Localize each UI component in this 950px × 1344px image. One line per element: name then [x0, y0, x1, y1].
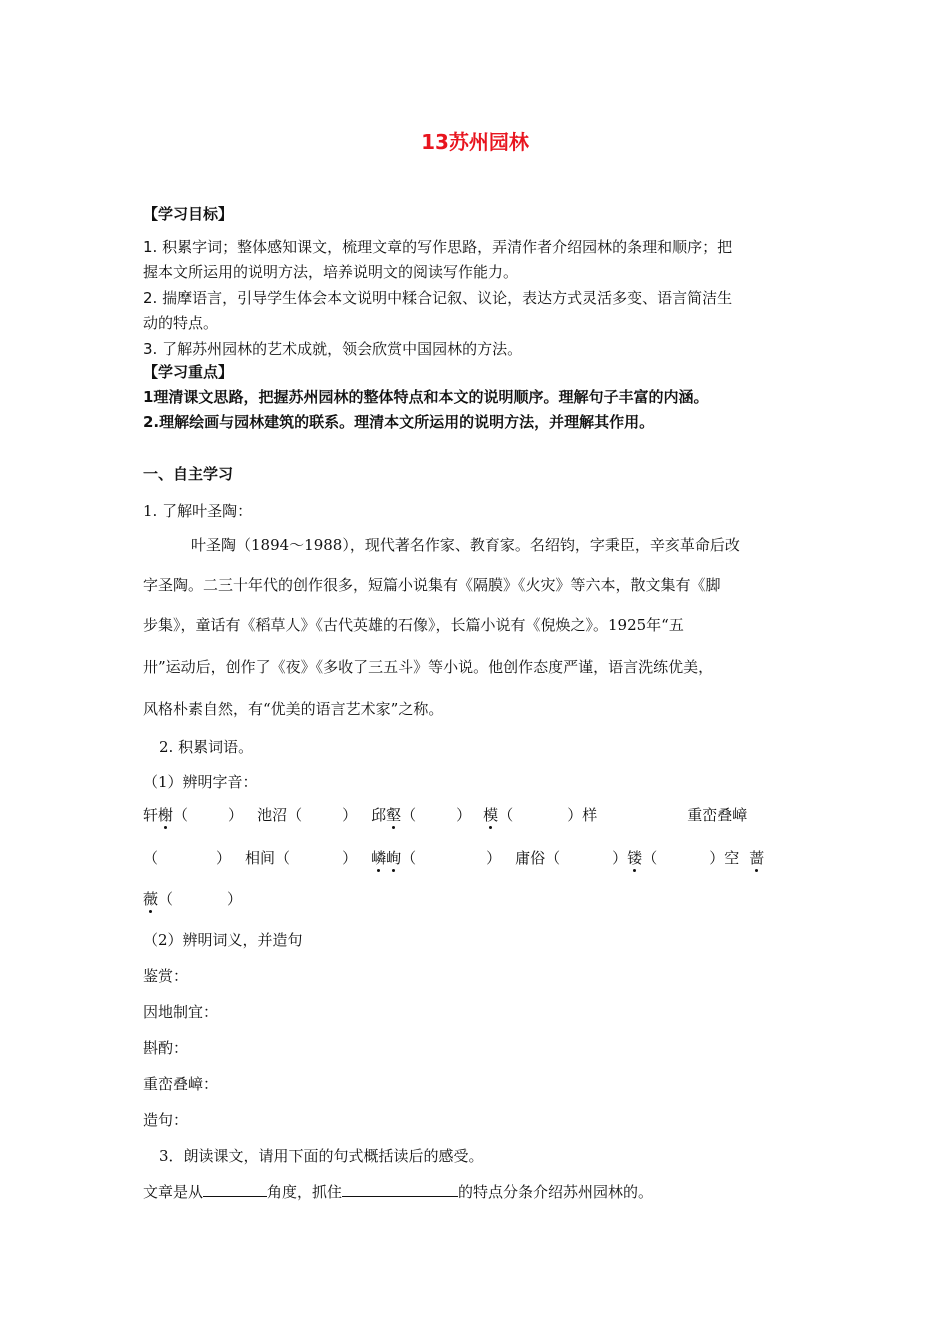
sentence-part: 角度，抓住: [267, 1183, 343, 1201]
objective-line: 2. 揣摩语言，引导学生体会本文说明中糅合记叙、议论，表达方式灵活多变、语言简洁生: [143, 289, 733, 307]
word-text: 池沼: [257, 806, 288, 824]
paren: ）: [456, 806, 472, 824]
paren: （: [275, 849, 291, 867]
dotted-char: 模: [483, 806, 499, 824]
paren: ）: [342, 849, 358, 867]
vocab-item: 造句：: [143, 1111, 189, 1129]
paren: ）: [486, 849, 502, 867]
bio-line: 步集》，童话有《稻草人》《古代英雄的石像》，长篇小说有《倪焕之》。1925年“五: [143, 616, 684, 634]
focus-header: 【学习重点】: [143, 363, 234, 381]
paren: （: [401, 849, 417, 867]
objective-line: 1. 积累字词；整体感知课文，梳理文章的写作思路，弄清作者介绍园林的条理和顺序；把: [143, 238, 733, 256]
paren: ）: [216, 849, 232, 867]
word-text: 邱: [371, 806, 387, 824]
word-text: 重峦叠嶂: [687, 806, 748, 824]
paren: ）: [567, 806, 583, 824]
focus-line: 2.理解绘画与园林建筑的联系。理清本文所运用的说明方法，并理解其作用。: [143, 413, 655, 431]
objectives-header: 【学习目标】: [143, 205, 234, 223]
paren: （: [545, 849, 561, 867]
paren: （: [642, 849, 658, 867]
vocab-item: 重峦叠嶂：: [143, 1075, 219, 1093]
dotted-char: 榭: [158, 806, 174, 824]
bio-line: 卅”运动后，创作了《夜》《多收了三五斗》等小说。他创作态度严谨，语言洗练优美，: [143, 658, 714, 676]
pronunciation-row: [143, 888, 242, 909]
paren: （: [498, 806, 514, 824]
item-heading: 1. 了解叶圣陶：: [143, 502, 253, 520]
bio-line: 风格朴素自然，有“优美的语言艺术家”之称。: [143, 700, 444, 718]
pronunciation-row: [143, 804, 747, 825]
vocab-item: 斟酌：: [143, 1039, 189, 1057]
paren: ）: [342, 806, 358, 824]
answer-blank[interactable]: [342, 1182, 458, 1197]
paren: （: [287, 806, 303, 824]
paren: ）: [228, 806, 244, 824]
objective-line: 握本文所运用的说明方法，培养说明文的阅读写作能力。: [143, 263, 519, 281]
sentence-part: 文章是从: [143, 1183, 204, 1201]
pronunciation-row: [143, 847, 764, 868]
paren: （: [143, 849, 159, 867]
subheading: （1）辨明字音：: [143, 773, 258, 791]
focus-line: 1理清课文思路，把握苏州园林的整体特点和本文的说明顺序。理解句子丰富的内涵。: [143, 388, 709, 406]
paren: （: [158, 890, 174, 908]
paren: （: [173, 806, 189, 824]
answer-blank[interactable]: [203, 1182, 267, 1197]
fill-in-sentence: [143, 1181, 653, 1202]
vocab-item: 鉴赏：: [143, 967, 189, 985]
item-heading: 2. 积累词语。: [159, 738, 254, 756]
dotted-char: 蔷: [749, 849, 765, 867]
word-text: 空: [724, 849, 740, 867]
paren: ）: [709, 849, 725, 867]
word-text: 轩: [143, 806, 159, 824]
sentence-part: 的特点分条介绍苏州园林的。: [458, 1183, 654, 1201]
page-title: 13苏州园林: [421, 130, 529, 154]
section-heading: 一、自主学习: [143, 465, 234, 483]
dotted-char: 镂: [627, 849, 643, 867]
paren: ）: [612, 849, 628, 867]
dotted-char: 壑: [386, 806, 402, 824]
vocab-item: 因地制宜：: [143, 1003, 219, 1021]
item-heading: 3．朗读课文，请用下面的句式概括读后的感受。: [159, 1147, 484, 1165]
objective-line: 3. 了解苏州园林的艺术成就，领会欣赏中国园林的方法。: [143, 340, 523, 358]
dotted-char: 峋: [386, 849, 402, 867]
word-text: 庸俗: [515, 849, 546, 867]
word-text: 相间: [245, 849, 276, 867]
paren: （: [401, 806, 417, 824]
subheading: （2）辨明词义，并造句: [143, 931, 303, 949]
paren: ）: [227, 890, 243, 908]
dotted-char: 薇: [143, 890, 159, 908]
objective-line: 动的特点。: [143, 314, 219, 332]
bio-line: 叶圣陶（1894～1988），现代著名作家、教育家。名绍钧，字秉臣，辛亥革命后改: [191, 536, 740, 554]
bio-line: 字圣陶。二三十年代的创作很多，短篇小说集有《隔膜》《火灾》等六本，散文集有《脚: [143, 576, 721, 594]
word-text: 样: [582, 806, 598, 824]
dotted-char: 嶙: [371, 849, 387, 867]
